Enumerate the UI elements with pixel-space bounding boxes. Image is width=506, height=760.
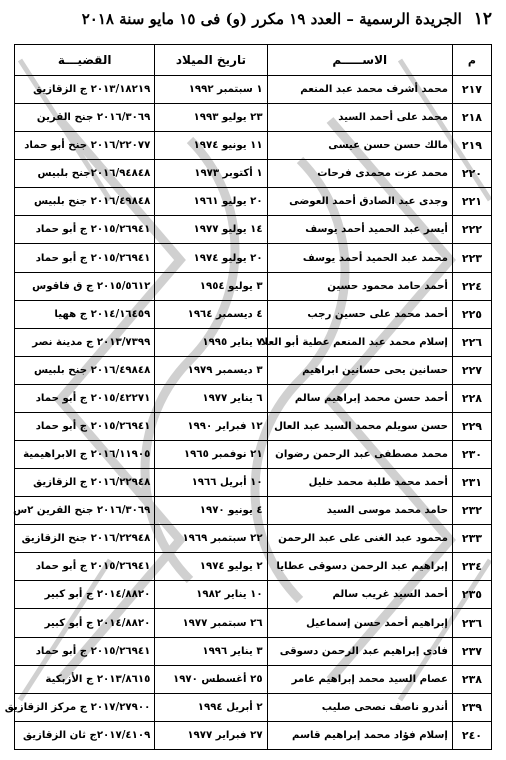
table-body — [4, 76, 492, 750]
birth-date: ٢٦ سبتمبر ١٩٧٧ — [155, 609, 267, 637]
row-number: ٢٣١ — [452, 469, 491, 497]
person-name: مالك حسن حسن عيسى — [267, 132, 452, 160]
row-number: ٢٢٨ — [452, 384, 491, 412]
case-reference: ٢٠١٦/٢٢٩٤٨ ج الزقازيق — [15, 469, 155, 497]
row-number: ٢٢٧ — [452, 356, 491, 384]
case-reference: ٢٠١٦/٣٠٦٩ جنح القرين — [15, 104, 155, 132]
table-row — [15, 356, 492, 384]
person-name: أندرو ناصف نصحى صليب — [267, 693, 452, 721]
table-row — [15, 160, 492, 188]
table-row — [15, 581, 492, 609]
case-reference: ٢٠١٥/٢٦٩٤١ ج أبو حماد — [15, 244, 155, 272]
case-reference: ٢٠١٥/٤٢٢٧١ ج أبو حماد — [15, 384, 155, 412]
page-header — [14, 6, 492, 32]
table-row — [15, 637, 492, 665]
person-name: فادى إبراهيم عبد الرحمن دسوقى — [267, 637, 452, 665]
birth-date: ١٤ يوليو ١٩٧٧ — [155, 216, 267, 244]
person-name: محمد عبد الحميد أحمد يوسف — [267, 244, 452, 272]
person-name: حسانين يحى حسانين ابراهيم — [267, 356, 452, 384]
row-number: ٢٢١ — [452, 188, 491, 216]
case-reference: ٢٠١٧/٤١٠٩ج ثان الزقازيق — [15, 721, 155, 749]
birth-date: ٢١ نوفمبر ١٩٦٥ — [155, 441, 267, 469]
row-number: ٢٣٢ — [452, 497, 491, 525]
column-header-name: الاســـــم — [267, 45, 452, 76]
case-reference: ٢٠١٥/٢٦٩٤١ ج أبو حماد — [15, 553, 155, 581]
row-number: ٢٢٥ — [452, 300, 491, 328]
table-row — [15, 469, 492, 497]
table-row — [15, 553, 492, 581]
case-reference: ٢٠١٣/٨٦١٥ ج الأزبكية — [15, 665, 155, 693]
gazette-title: الجريدة الرسمية – العدد ١٩ مكرر (و) فى ١٥ مايو سنة ٢٠١٨ — [81, 10, 462, 28]
records-table — [4, 44, 492, 750]
row-number: ٢١٧ — [452, 76, 491, 104]
person-name: أحمد محمد على حسين رجب — [267, 300, 452, 328]
case-reference: ٢٠١٤/٨٨٢٠ ج أبو كبير — [15, 609, 155, 637]
case-reference: ٢٠١٦/١١٩٠٥ ج الابراهيمية — [15, 441, 155, 469]
case-reference: ٢٠١٦/٣٠٦٩ جنح القرين ٢س — [15, 497, 155, 525]
row-number: ٢٢٣ — [452, 244, 491, 272]
table-row — [15, 104, 492, 132]
case-reference: ٢٠١٥/٢٦٩٤١ ج أبو حماد — [15, 637, 155, 665]
birth-date: ٣ يوليو ١٩٥٤ — [155, 272, 267, 300]
person-name: إبراهيم أحمد حسن إسماعيل — [267, 609, 452, 637]
table-row — [15, 721, 492, 749]
case-reference: ٢٠١٤/٨٨٢٠ ج أبو كبير — [15, 581, 155, 609]
birth-date: ٤ ديسمبر ١٩٦٤ — [155, 300, 267, 328]
person-name: إبراهيم عبد الرحمن دسوقى عطايا — [267, 553, 452, 581]
birth-date: ٣ ديسمبر ١٩٧٩ — [155, 356, 267, 384]
table-row — [15, 609, 492, 637]
person-name: محمد أشرف محمد عبد المنعم — [267, 76, 452, 104]
birth-date: ١ سبتمبر ١٩٩٢ — [155, 76, 267, 104]
row-number: ٢٣٧ — [452, 637, 491, 665]
case-reference: ٢٠١٦/٩٤٨٤٨جنح بلبيس — [15, 160, 155, 188]
table-row — [15, 216, 492, 244]
row-number: ٢٣٠ — [452, 441, 491, 469]
row-number: ٢١٩ — [452, 132, 491, 160]
birth-date: ١٢ فبراير ١٩٩٠ — [155, 412, 267, 440]
column-header-birthdate: تاريخ الميلاد — [155, 45, 267, 76]
row-number: ٢٢٠ — [452, 160, 491, 188]
case-reference: ٢٠١٣/١٨٢١٩ ج الزقازيق — [15, 76, 155, 104]
column-header-case: القضيـــة — [15, 45, 155, 76]
birth-date: ٢ أبريل ١٩٩٤ — [155, 693, 267, 721]
table-row — [15, 132, 492, 160]
case-reference: ٢٠١٦/٢٢٠٧٧ جنح أبو حماد — [15, 132, 155, 160]
row-number: ٢٣٤ — [452, 553, 491, 581]
table-row — [15, 384, 492, 412]
case-reference: ٢٠١٥/٢٦٩٤١ ج أبو حماد — [15, 412, 155, 440]
person-name: حسن سويلم محمد السيد عبد العال — [267, 412, 452, 440]
case-reference: ٢٠١٥/٥٦١٢ ج ق فاقوس — [15, 272, 155, 300]
table-row — [15, 244, 492, 272]
person-name: محمود عبد الغنى على عبد الرحمن — [267, 525, 452, 553]
table-row — [15, 188, 492, 216]
table-row — [15, 328, 492, 356]
table-row — [15, 665, 492, 693]
birth-date: ١٠ أبريل ١٩٦٦ — [155, 469, 267, 497]
birth-date: ٢٠ يوليو ١٩٦١ — [155, 188, 267, 216]
birth-date: ٧ يناير ١٩٩٥ — [155, 328, 267, 356]
row-number: ٢١٨ — [452, 104, 491, 132]
row-number: ٢٣٣ — [452, 525, 491, 553]
person-name: أيسر عبد الحميد أحمد يوسف — [267, 216, 452, 244]
person-name: وجدى عبد الصادق أحمد العوضى — [267, 188, 452, 216]
person-name: أحمد السيد غريب سالم — [267, 581, 452, 609]
birth-date: ٣ يناير ١٩٩٦ — [155, 637, 267, 665]
birth-date: ١ أكتوبر ١٩٧٣ — [155, 160, 267, 188]
person-name: أحمد حامد محمود حسين — [267, 272, 452, 300]
case-reference: ٢٠١٥/٢٦٩٤١ ج أبو حماد — [15, 216, 155, 244]
person-name: حامد محمد موسى السيد — [267, 497, 452, 525]
row-number: ٢٢٤ — [452, 272, 491, 300]
birth-date: ٢ يوليو ١٩٧٤ — [155, 553, 267, 581]
table-row — [15, 76, 492, 104]
birth-date: ١١ يونيو ١٩٧٤ — [155, 132, 267, 160]
birth-date: ١٠ يناير ١٩٨٢ — [155, 581, 267, 609]
birth-date: ٤ يونيو ١٩٧٠ — [155, 497, 267, 525]
case-reference: ٢٠١٦/٤٩٨٤٨ جنح بلبيس — [15, 188, 155, 216]
birth-date: ٢٠ يوليو ١٩٧٤ — [155, 244, 267, 272]
table-header-row — [15, 45, 492, 76]
person-name: محمد عزت محمدى فرحات — [267, 160, 452, 188]
case-reference: ٢٠١٦/٢٢٩٤٨ جنح الزقازيق — [15, 525, 155, 553]
birth-date: ٢٣ يوليو ١٩٩٣ — [155, 104, 267, 132]
case-reference: ٢٠١٦/٤٩٨٤٨ جنح بلبيس — [15, 356, 155, 384]
person-name: إسلام فؤاد محمد إبراهيم قاسم — [267, 721, 452, 749]
table-row — [15, 441, 492, 469]
table-row — [15, 272, 492, 300]
person-name: إسلام محمد عبد المنعم عطية أبو العلا — [267, 328, 452, 356]
row-number: ٢٤٠ — [452, 721, 491, 749]
table-row — [15, 412, 492, 440]
person-name: محمد مصطفى عبد الرحمن رضوان — [267, 441, 452, 469]
birth-date: ٢٥ أغسطس ١٩٧٠ — [155, 665, 267, 693]
person-name: أحمد حسن محمد إبراهيم سالم — [267, 384, 452, 412]
table-row — [15, 300, 492, 328]
person-name: عصام السيد محمد إبراهيم عامر — [267, 665, 452, 693]
page-number: ١٢ — [473, 9, 492, 29]
row-number: ٢٣٨ — [452, 665, 491, 693]
birth-date: ٦ يناير ١٩٧٧ — [155, 384, 267, 412]
row-number: ٢٣٦ — [452, 609, 491, 637]
table-row — [15, 497, 492, 525]
birth-date: ٢٧ فبراير ١٩٧٧ — [155, 721, 267, 749]
row-number: ٢٣٩ — [452, 693, 491, 721]
case-reference: ٢٠١٣/٧٣٩٩ ج مدينة نصر — [15, 328, 155, 356]
row-number: ٢٢٦ — [452, 328, 491, 356]
person-name: أحمد محمد طلبة محمد خليل — [267, 469, 452, 497]
case-reference: ٢٠١٤/١٦٤٥٩ ج ههيا — [15, 300, 155, 328]
column-header-number: م — [452, 45, 491, 76]
birth-date: ٢٢ سبتمبر ١٩٦٩ — [155, 525, 267, 553]
case-reference: ٢٠١٧/٢٧٩٠٠ ج مركز الزقازيق — [15, 693, 155, 721]
table-row — [15, 693, 492, 721]
table-row — [15, 525, 492, 553]
row-number: ٢٣٥ — [452, 581, 491, 609]
row-number: ٢٢٢ — [452, 216, 491, 244]
row-number: ٢٢٩ — [452, 412, 491, 440]
person-name: محمد على أحمد السيد — [267, 104, 452, 132]
